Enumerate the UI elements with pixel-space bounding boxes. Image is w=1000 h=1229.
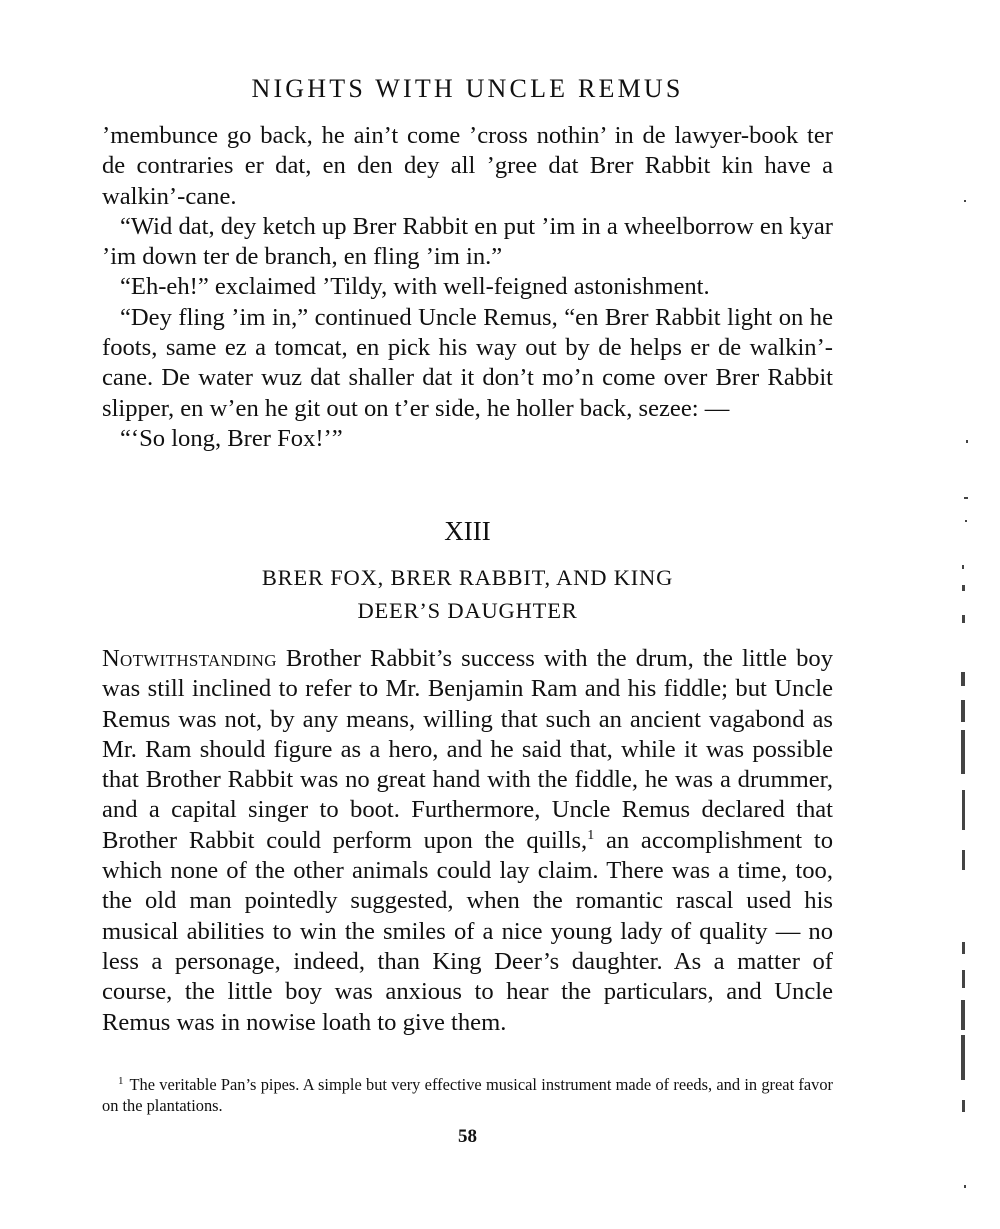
running-head: NIGHTS WITH UNCLE REMUS: [251, 74, 684, 103]
paragraph-continuation: ’membunce go back, he ain’t come ’cross nothin’ in de lawyer-book ter de contraries er dat, en den dey all ’gree dat Brer Rabbit kin have a walkin’-cane.: [102, 122, 833, 210]
chapter-title-line-1: BRER FOX, BRER RABBIT, AND KING: [261, 565, 674, 590]
chapter-number: XIII: [444, 516, 491, 546]
chapter-body: [102, 644, 833, 1038]
chapter-title-line-2: DEER’S DAUGHTER: [357, 598, 578, 623]
footnote-reference: 1: [587, 827, 595, 843]
scan-edge-marks: [952, 0, 992, 1229]
page-number: 58: [458, 1126, 477, 1147]
chapter-title: [102, 561, 833, 627]
footnote: [102, 1074, 833, 1116]
opening-text-block: [102, 121, 833, 454]
footnote-text: The veritable Pan’s pipes. A simple but very effective musical instrument made of reeds, and in great favor on the plantations.: [102, 1075, 833, 1115]
paragraph-fling: “Dey fling ’im in,” continued Uncle Remus, “en Brer Rabbit light on he foots, same ez a tomcat, en pick his way out by de helps er de walkin’-cane. De water wuz dat shaller dat it don’t mo’n come over Brer Rabbit slipper, en w’en he git out on t’er side, he holler back, sezee: —: [102, 303, 833, 422]
chapter-opening-paragraph: [102, 644, 833, 1038]
paragraph-tildy: “Eh-eh!” exclaimed ’Tildy, with well-feigned astonishment.: [120, 273, 710, 301]
footnote-mark: 1: [118, 1074, 124, 1087]
lead-word: Notwithstanding: [102, 645, 277, 672]
paragraph-so-long: “‘So long, Brer Fox!’”: [120, 424, 343, 452]
paragraph-text-part-1: Brother Rabbit’s success with the drum, the little boy was still inclined to refer to Mr. Benjamin Ram and his fiddle; but Uncle Remus was not, by any means, willing that such an ancient vagabond as Mr. Ram should figure as a hero, and he said that, while it was possible that Brother Rabbit was no great hand with the fiddle, he was a drummer, and a capital singer to boot. Furthermore, Uncle Remus declared that Brother Rabbit could perform upon the quills,: [102, 645, 833, 854]
paragraph-wheelbarrow: “Wid dat, dey ketch up Brer Rabbit en put ’im in a wheelborrow en kyar ’im down ter de branch, en fling ’im in.”: [102, 212, 833, 271]
paragraph-text-part-2: an accomplishment to which none of the other animals could lay claim. There was a time, too, the old man pointedly suggested, when the romantic rascal used his musical abilities to win the smiles of a nice young lady of quality — no less a personage, indeed, than King Deer’s daughter. As a matter of course, the little boy was anxious to hear the particulars, and Uncle Remus was in nowise loath to give them.: [102, 826, 833, 1036]
